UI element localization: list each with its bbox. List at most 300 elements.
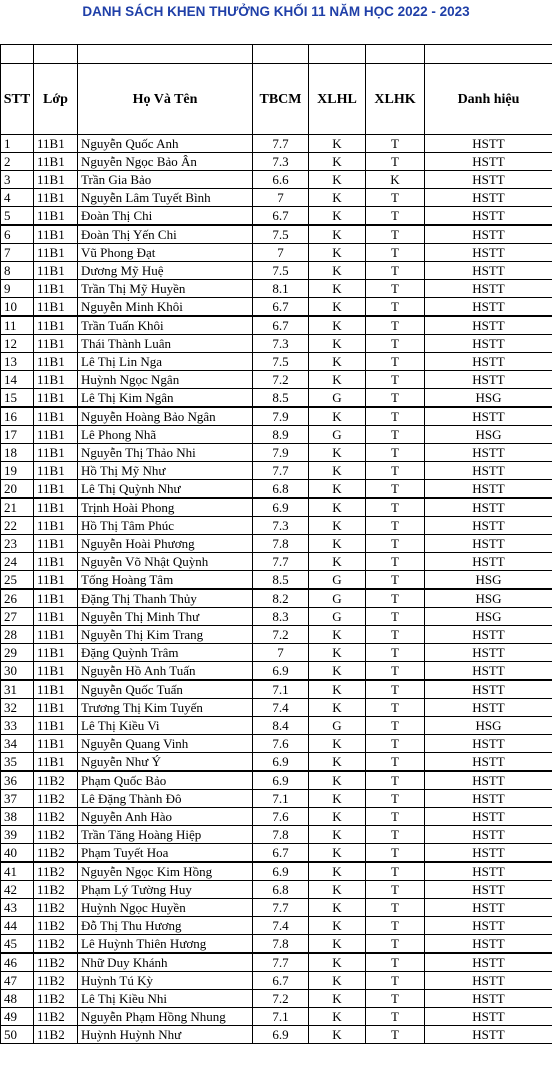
cell-name: Đặng Quỳnh Trâm: [78, 644, 253, 662]
cell-xlhl: K: [309, 444, 366, 462]
header-name: Họ Và Tên: [78, 64, 253, 135]
cell-name: Lê Thị Kim Ngân: [78, 389, 253, 408]
table-row: [1, 262, 552, 280]
cell-xlhk: T: [366, 935, 425, 954]
cell-xlhk: T: [366, 844, 425, 863]
cell-class: 11B1: [34, 608, 78, 626]
cell-award: HSG: [425, 608, 552, 626]
table-row: [1, 753, 552, 772]
table-row: [1, 407, 552, 426]
cell-xlhl: G: [309, 389, 366, 408]
cell-class: 11B2: [34, 862, 78, 881]
cell-stt: 16: [1, 407, 34, 426]
cell-stt: 47: [1, 972, 34, 990]
cell-xlhl: K: [309, 298, 366, 317]
cell-class: 11B1: [34, 735, 78, 753]
cell-name: Lê Thị Kiều Nhi: [78, 990, 253, 1008]
cell-xlhk: T: [366, 189, 425, 207]
cell-xlhl: K: [309, 862, 366, 881]
cell-xlhk: T: [366, 316, 425, 335]
cell-award: HSTT: [425, 862, 552, 881]
cell-xlhk: T: [366, 135, 425, 153]
cell-xlhk: T: [366, 335, 425, 353]
table-row: [1, 207, 552, 226]
cell-xlhl: K: [309, 917, 366, 935]
cell-class: 11B1: [34, 371, 78, 389]
table-row: [1, 426, 552, 444]
blank-row: [1, 45, 552, 64]
cell-xlhl: K: [309, 244, 366, 262]
award-table: [0, 44, 552, 1044]
cell-xlhk: T: [366, 535, 425, 553]
cell-class: 11B2: [34, 1008, 78, 1026]
cell-tbcm: 6.9: [253, 753, 309, 772]
blank-cell: [78, 45, 253, 64]
cell-tbcm: 7.8: [253, 535, 309, 553]
cell-name: Nguyễn Võ Nhật Quỳnh: [78, 553, 253, 571]
cell-tbcm: 6.6: [253, 171, 309, 189]
cell-xlhk: T: [366, 753, 425, 772]
blank-cell: [366, 45, 425, 64]
cell-award: HSG: [425, 717, 552, 735]
cell-class: 11B1: [34, 353, 78, 371]
cell-tbcm: 7.1: [253, 1008, 309, 1026]
table-row: [1, 389, 552, 408]
cell-stt: 25: [1, 571, 34, 590]
cell-stt: 44: [1, 917, 34, 935]
cell-xlhk: T: [366, 371, 425, 389]
cell-name: Trịnh Hoài Phong: [78, 498, 253, 517]
cell-name: Trần Thị Mỹ Huyền: [78, 280, 253, 298]
cell-class: 11B1: [34, 316, 78, 335]
cell-tbcm: 7.7: [253, 899, 309, 917]
cell-xlhl: K: [309, 953, 366, 972]
cell-xlhk: T: [366, 953, 425, 972]
cell-stt: 48: [1, 990, 34, 1008]
cell-xlhl: K: [309, 1008, 366, 1026]
blank-cell: [253, 45, 309, 64]
table-row: [1, 225, 552, 244]
cell-stt: 43: [1, 899, 34, 917]
cell-stt: 46: [1, 953, 34, 972]
cell-name: Phạm Lý Tường Huy: [78, 881, 253, 899]
cell-name: Lê Phong Nhã: [78, 426, 253, 444]
cell-name: Thái Thành Luân: [78, 335, 253, 353]
cell-xlhl: G: [309, 717, 366, 735]
cell-stt: 37: [1, 790, 34, 808]
table-row: [1, 972, 552, 990]
cell-stt: 14: [1, 371, 34, 389]
cell-tbcm: 6.9: [253, 498, 309, 517]
cell-xlhl: K: [309, 517, 366, 535]
table-row: [1, 535, 552, 553]
cell-name: Phạm Tuyết Hoa: [78, 844, 253, 863]
cell-name: Đỗ Thị Thu Hương: [78, 917, 253, 935]
header-xlhl: XLHL: [309, 64, 366, 135]
cell-name: Trần Tăng Hoàng Hiệp: [78, 826, 253, 844]
cell-stt: 30: [1, 662, 34, 681]
cell-xlhk: T: [366, 280, 425, 298]
cell-class: 11B1: [34, 480, 78, 499]
cell-class: 11B1: [34, 753, 78, 772]
cell-stt: 7: [1, 244, 34, 262]
cell-award: HSTT: [425, 189, 552, 207]
cell-xlhl: K: [309, 808, 366, 826]
table-row: [1, 771, 552, 790]
blank-cell: [425, 45, 552, 64]
cell-xlhl: K: [309, 844, 366, 863]
header-stt: STT: [1, 64, 34, 135]
cell-tbcm: 7.7: [253, 462, 309, 480]
cell-stt: 29: [1, 644, 34, 662]
cell-xlhk: T: [366, 426, 425, 444]
cell-xlhk: T: [366, 899, 425, 917]
table-row: [1, 1008, 552, 1026]
cell-tbcm: 7.8: [253, 935, 309, 954]
cell-award: HSTT: [425, 517, 552, 535]
cell-stt: 31: [1, 680, 34, 699]
cell-tbcm: 6.8: [253, 480, 309, 499]
blank-cell: [1, 45, 34, 64]
cell-stt: 5: [1, 207, 34, 226]
table-row: [1, 808, 552, 826]
cell-xlhl: K: [309, 626, 366, 644]
cell-award: HSTT: [425, 1026, 552, 1044]
cell-tbcm: 6.9: [253, 771, 309, 790]
cell-award: HSTT: [425, 735, 552, 753]
cell-stt: 8: [1, 262, 34, 280]
cell-stt: 1: [1, 135, 34, 153]
cell-xlhk: T: [366, 626, 425, 644]
cell-class: 11B1: [34, 517, 78, 535]
table-row: [1, 462, 552, 480]
cell-award: HSTT: [425, 225, 552, 244]
cell-xlhk: T: [366, 462, 425, 480]
cell-xlhk: T: [366, 862, 425, 881]
cell-name: Nguyễn Anh Hào: [78, 808, 253, 826]
cell-name: Nguyễn Hồ Anh Tuấn: [78, 662, 253, 681]
cell-name: Huỳnh Ngọc Huyền: [78, 899, 253, 917]
cell-class: 11B1: [34, 335, 78, 353]
cell-award: HSTT: [425, 953, 552, 972]
table-row: [1, 353, 552, 371]
cell-award: HSTT: [425, 207, 552, 226]
cell-award: HSTT: [425, 444, 552, 462]
table-row: [1, 735, 552, 753]
cell-class: 11B2: [34, 790, 78, 808]
cell-stt: 3: [1, 171, 34, 189]
cell-name: Huỳnh Ngọc Ngân: [78, 371, 253, 389]
cell-class: 11B1: [34, 189, 78, 207]
table-row: [1, 498, 552, 517]
table-row: [1, 571, 552, 590]
cell-tbcm: 6.7: [253, 207, 309, 226]
cell-name: Lê Thị Kiều Vi: [78, 717, 253, 735]
cell-xlhk: T: [366, 207, 425, 226]
cell-name: Lê Thị Lin Nga: [78, 353, 253, 371]
cell-tbcm: 7.3: [253, 335, 309, 353]
table-row: [1, 953, 552, 972]
cell-class: 11B2: [34, 1026, 78, 1044]
cell-stt: 9: [1, 280, 34, 298]
table-row: [1, 626, 552, 644]
cell-xlhk: T: [366, 571, 425, 590]
cell-award: HSTT: [425, 371, 552, 389]
cell-xlhk: T: [366, 225, 425, 244]
cell-tbcm: 7.5: [253, 262, 309, 280]
cell-award: HSTT: [425, 335, 552, 353]
header-class: Lớp: [34, 64, 78, 135]
cell-class: 11B1: [34, 262, 78, 280]
cell-tbcm: 6.9: [253, 862, 309, 881]
cell-tbcm: 7.2: [253, 626, 309, 644]
cell-xlhl: G: [309, 608, 366, 626]
cell-class: 11B2: [34, 808, 78, 826]
cell-stt: 4: [1, 189, 34, 207]
cell-stt: 33: [1, 717, 34, 735]
cell-tbcm: 7.6: [253, 808, 309, 826]
cell-xlhk: T: [366, 298, 425, 317]
cell-stt: 20: [1, 480, 34, 499]
cell-tbcm: 6.7: [253, 972, 309, 990]
cell-name: Đoàn Thị Chi: [78, 207, 253, 226]
cell-tbcm: 7.4: [253, 699, 309, 717]
cell-tbcm: 7: [253, 244, 309, 262]
cell-class: 11B2: [34, 826, 78, 844]
table-row: [1, 517, 552, 535]
cell-xlhk: T: [366, 808, 425, 826]
cell-class: 11B2: [34, 881, 78, 899]
table-row: [1, 553, 552, 571]
cell-award: HSTT: [425, 844, 552, 863]
cell-class: 11B1: [34, 280, 78, 298]
cell-name: Trần Gia Bảo: [78, 171, 253, 189]
cell-name: Hồ Thị Tâm Phúc: [78, 517, 253, 535]
cell-award: HSG: [425, 571, 552, 590]
cell-name: Nguyễn Phạm Hồng Nhung: [78, 1008, 253, 1026]
cell-tbcm: 7.9: [253, 444, 309, 462]
cell-class: 11B2: [34, 953, 78, 972]
cell-xlhk: T: [366, 444, 425, 462]
cell-class: 11B1: [34, 498, 78, 517]
table-row: [1, 844, 552, 863]
cell-xlhl: K: [309, 753, 366, 772]
cell-xlhl: K: [309, 189, 366, 207]
cell-xlhk: T: [366, 881, 425, 899]
cell-award: HSTT: [425, 790, 552, 808]
cell-award: HSTT: [425, 135, 552, 153]
cell-xlhk: T: [366, 407, 425, 426]
cell-xlhl: K: [309, 171, 366, 189]
table-row: [1, 244, 552, 262]
cell-class: 11B1: [34, 244, 78, 262]
cell-class: 11B2: [34, 899, 78, 917]
header-xlhk: XLHK: [366, 64, 425, 135]
table-row: [1, 935, 552, 954]
cell-xlhk: T: [366, 972, 425, 990]
cell-xlhl: K: [309, 462, 366, 480]
cell-stt: 36: [1, 771, 34, 790]
cell-stt: 13: [1, 353, 34, 371]
cell-tbcm: 7: [253, 189, 309, 207]
cell-name: Nguyễn Quốc Tuấn: [78, 680, 253, 699]
table-row: [1, 444, 552, 462]
cell-xlhl: K: [309, 225, 366, 244]
cell-tbcm: 7.3: [253, 153, 309, 171]
cell-name: Nguyễn Thị Kim Trang: [78, 626, 253, 644]
table-row: [1, 280, 552, 298]
cell-award: HSTT: [425, 644, 552, 662]
cell-stt: 26: [1, 589, 34, 608]
cell-stt: 22: [1, 517, 34, 535]
cell-xlhl: K: [309, 972, 366, 990]
cell-xlhl: K: [309, 335, 366, 353]
cell-name: Lê Thị Quỳnh Như: [78, 480, 253, 499]
cell-tbcm: 7.2: [253, 371, 309, 389]
cell-tbcm: 7.9: [253, 407, 309, 426]
cell-award: HSG: [425, 589, 552, 608]
cell-award: HSTT: [425, 626, 552, 644]
table-row: [1, 862, 552, 881]
cell-xlhl: K: [309, 135, 366, 153]
table-row: [1, 917, 552, 935]
cell-name: Nguyễn Thị Thảo Nhi: [78, 444, 253, 462]
cell-xlhk: T: [366, 353, 425, 371]
cell-class: 11B2: [34, 844, 78, 863]
cell-xlhl: K: [309, 1026, 366, 1044]
cell-xlhk: T: [366, 517, 425, 535]
cell-tbcm: 7.1: [253, 680, 309, 699]
cell-name: Nguyễn Lâm Tuyết Bình: [78, 189, 253, 207]
cell-xlhl: K: [309, 207, 366, 226]
cell-name: Nguyễn Minh Khôi: [78, 298, 253, 317]
cell-tbcm: 7.3: [253, 517, 309, 535]
table-row: [1, 589, 552, 608]
cell-name: Tống Hoàng Tâm: [78, 571, 253, 590]
cell-award: HSTT: [425, 881, 552, 899]
cell-xlhk: T: [366, 771, 425, 790]
cell-class: 11B1: [34, 699, 78, 717]
table-row: [1, 680, 552, 699]
cell-name: Nguyễn Quang Vinh: [78, 735, 253, 753]
cell-xlhk: T: [366, 244, 425, 262]
cell-tbcm: 7.7: [253, 135, 309, 153]
cell-xlhk: T: [366, 608, 425, 626]
cell-tbcm: 6.7: [253, 316, 309, 335]
cell-class: 11B1: [34, 407, 78, 426]
cell-name: Trần Tuấn Khôi: [78, 316, 253, 335]
table-row: [1, 316, 552, 335]
table-row: [1, 644, 552, 662]
cell-xlhk: T: [366, 153, 425, 171]
cell-stt: 32: [1, 699, 34, 717]
cell-stt: 11: [1, 316, 34, 335]
cell-class: 11B1: [34, 207, 78, 226]
table-row: [1, 335, 552, 353]
cell-class: 11B1: [34, 135, 78, 153]
cell-class: 11B1: [34, 225, 78, 244]
cell-xlhk: T: [366, 917, 425, 935]
cell-class: 11B1: [34, 626, 78, 644]
table-row: [1, 171, 552, 189]
table-row: [1, 480, 552, 499]
cell-name: Phạm Quốc Bảo: [78, 771, 253, 790]
cell-class: 11B1: [34, 717, 78, 735]
cell-name: Lê Đặng Thành Đô: [78, 790, 253, 808]
cell-class: 11B1: [34, 462, 78, 480]
table-row: [1, 1026, 552, 1044]
cell-class: 11B1: [34, 298, 78, 317]
cell-stt: 35: [1, 753, 34, 772]
cell-xlhk: T: [366, 1008, 425, 1026]
cell-xlhl: K: [309, 262, 366, 280]
cell-xlhl: K: [309, 280, 366, 298]
table-row: [1, 990, 552, 1008]
cell-award: HSTT: [425, 808, 552, 826]
cell-xlhk: T: [366, 553, 425, 571]
cell-class: 11B2: [34, 990, 78, 1008]
cell-stt: 28: [1, 626, 34, 644]
cell-award: HSTT: [425, 935, 552, 954]
cell-tbcm: 8.5: [253, 571, 309, 590]
cell-name: Nguyễn Hoàng Bảo Ngân: [78, 407, 253, 426]
cell-xlhl: K: [309, 498, 366, 517]
cell-award: HSTT: [425, 153, 552, 171]
cell-award: HSTT: [425, 753, 552, 772]
cell-class: 11B2: [34, 972, 78, 990]
cell-award: HSTT: [425, 316, 552, 335]
table-row: [1, 699, 552, 717]
cell-tbcm: 7: [253, 644, 309, 662]
blank-cell: [309, 45, 366, 64]
cell-xlhl: K: [309, 771, 366, 790]
cell-tbcm: 7.4: [253, 917, 309, 935]
cell-xlhl: K: [309, 535, 366, 553]
cell-tbcm: 7.7: [253, 553, 309, 571]
cell-xlhl: K: [309, 644, 366, 662]
cell-tbcm: 7.8: [253, 826, 309, 844]
cell-award: HSTT: [425, 262, 552, 280]
cell-stt: 27: [1, 608, 34, 626]
cell-xlhk: T: [366, 826, 425, 844]
cell-name: Vũ Phong Đạt: [78, 244, 253, 262]
table-row: [1, 662, 552, 681]
cell-xlhl: K: [309, 735, 366, 753]
cell-xlhl: K: [309, 553, 366, 571]
cell-xlhk: T: [366, 735, 425, 753]
header-title: Danh hiệu: [425, 64, 552, 135]
cell-tbcm: 7.5: [253, 225, 309, 244]
cell-xlhl: K: [309, 899, 366, 917]
cell-xlhl: K: [309, 990, 366, 1008]
cell-name: Nguyễn Quốc Anh: [78, 135, 253, 153]
cell-tbcm: 7.6: [253, 735, 309, 753]
cell-stt: 6: [1, 225, 34, 244]
cell-xlhk: T: [366, 498, 425, 517]
header-row: [1, 64, 552, 135]
cell-name: Trương Thị Kim Tuyến: [78, 699, 253, 717]
cell-xlhk: T: [366, 662, 425, 681]
cell-name: Đoàn Thị Yến Chi: [78, 225, 253, 244]
table-row: [1, 899, 552, 917]
cell-class: 11B1: [34, 680, 78, 699]
table-row: [1, 717, 552, 735]
cell-award: HSTT: [425, 280, 552, 298]
cell-award: HSTT: [425, 407, 552, 426]
cell-tbcm: 8.3: [253, 608, 309, 626]
cell-xlhk: T: [366, 262, 425, 280]
cell-stt: 38: [1, 808, 34, 826]
